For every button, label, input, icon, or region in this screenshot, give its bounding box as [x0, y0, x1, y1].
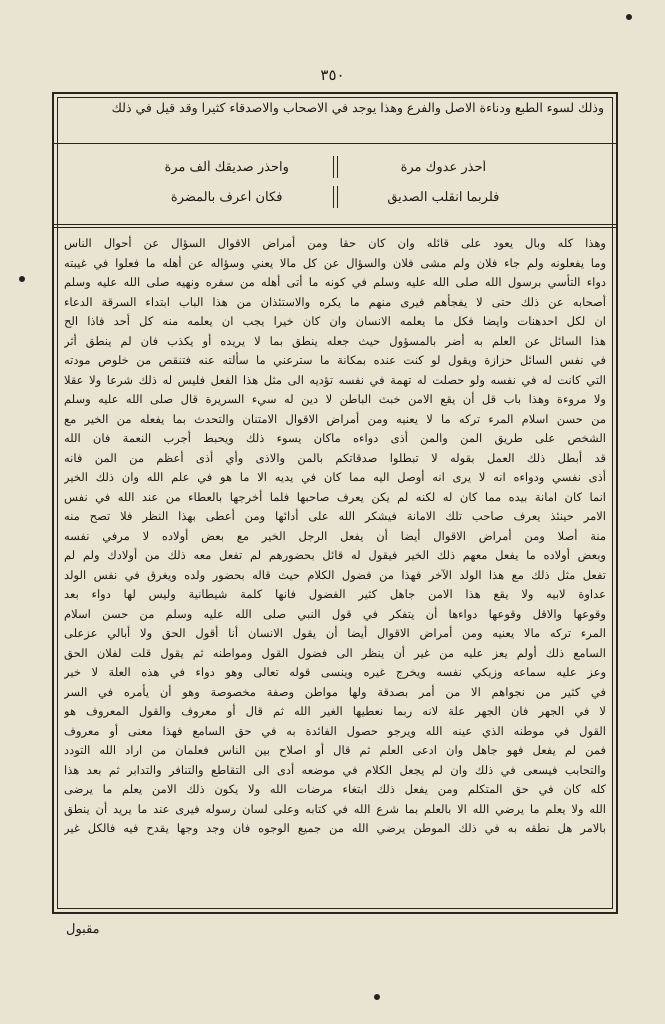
page-number: ٣٥٠ — [320, 66, 345, 84]
opening-text: وذلك لسوء الطبع ودناءة الاصل والفرع وهذا يوجد في الاصحاب والاصدقاء كثيرا وقد قيل في ذلك — [111, 100, 604, 115]
text-line: الامر حينئذ يعرف صاحب تلك الامانة فيشكر الله على أدائها ومن أعطى بهذا النظر فلا تصح منه — [64, 509, 606, 523]
text-line: أصحابه عن ذلك حتى لا يفجأهم فيرى منهم ما يكره والاستئذان من هذا الباب ابتداء السرقة الدعاء — [64, 294, 606, 309]
text-line: من حسن اسلام المرء تركه ما لا يعنيه ومن أمراض الاقوال الامتنان والتحدث بما يفعله من الخير مع — [64, 411, 606, 426]
text-line: ان لكل احدهنات وايضا فكل ما يعلمه الانسان وان كان خيرا يجب ان يعلمه منه كل أحد فاذا الح — [64, 314, 606, 328]
text-line: السامع ذلك أولم يعز عليه من غير أن ينظر الى فضول القول ومواطنه ثم يقول قلت لفلان الحق — [64, 645, 606, 660]
hemistich-divider — [315, 156, 354, 178]
verse-hemistich-right: أحذر عدوك مرة — [400, 159, 487, 175]
text-line: في كثير من نجواهم الا من أمر بصدقة ولها مواطن وصفة مخصوصة وهو أن يأمره في السر — [64, 684, 606, 699]
ink-speck — [626, 14, 632, 20]
ink-speck — [19, 276, 25, 282]
text-line: وقوعها والاقل وقوعها دواءها أن يتفكر في قول النبي صلى الله عليه وسلم من حسن اسلام — [64, 606, 606, 621]
text-line: الشخص على طريق المن والمن أذى دواءه ماكان يسوء ذلك ويحبط أجرب النعمة فان الله — [64, 431, 606, 445]
text-line: انما كان امانة بيده مما كان له لكنه لم يكن يعرف صاحبها فلما أخرجها بالعطاء من عند الله في نفس — [64, 489, 606, 504]
text-line: كله كان في حق المتكلم ومن يفعل ذلك ابتغاء مرضات الله ولا يكون ذلك الامن يعلم ما يرضى — [64, 782, 606, 796]
text-line: القول في موطنه الذي عينه الله ويرجو حصول الفائدة به في حق السامع فهذا معنى أو معروف — [64, 723, 606, 738]
verse-hemistich-left: واحذر صديقك ألف مرة — [164, 159, 289, 175]
text-line: وبعض أولاده ما يفعل معهم ذلك الخير فيقول له قائل بحضورهم لم تفعل معه ذلك من أولادك ولم لم — [64, 548, 606, 562]
ink-speck — [374, 994, 380, 1000]
body-text — [64, 234, 606, 839]
text-frame — [52, 92, 618, 914]
text-line: الله ولا يعلم ما يرضي الله الا بالعلم بما شرع الله في كتابه وعلى لسان رسوله فيرى عند ما يريد أن ينطق — [64, 801, 606, 816]
catchword: مقبول — [66, 922, 100, 937]
text-line: لا في الجهر فان الجهر علة لانه ربما نعطيها الغير الله ثم قال أو معروف والقول المعروف هو — [64, 704, 606, 718]
verse-hemistich-right: فلربما انقلب الصديق — [387, 189, 500, 205]
text-line: التي كانت له في نفسه ولو حصلت له تهمة في نفسه تؤديه الى مثل هذا الفعل فليس له ذلك شرعا ولا عقلا — [64, 372, 606, 387]
divider-line — [54, 227, 616, 228]
text-line: وعز عليه سماعه وزيكي نفسه ويخرج غيره وينسى قوله تعالى وهو دواء في هذه العلة لا خير — [64, 665, 606, 679]
text-line: قد أبطل ذلك العمل بقوله لا تبطلوا صدقاتكم بالمن والاذى وأي أذى أعظم من المن فانه — [64, 450, 606, 465]
text-line: عداوة لابيه ولا يقع هذا الامن جاهل كثير الفضول فانها كلمة شيطانية وليس لها دواء بعد — [64, 587, 606, 601]
verse-hemistich-left: فكان أعرف بالمضرة — [170, 189, 283, 205]
text-line: تفعل مثل ذلك مع هذا الولد الآخر فهذا من فضول الكلام حيث قاله بحضور ولده ويغرق في نفس الولد — [64, 567, 606, 582]
text-line: هذا السائل عن العلم به أضر بالمسؤول حيث جعله ينطق بما لا يريده أو يكذب فان لم ينطق أثر — [64, 333, 606, 348]
verse-line — [138, 152, 532, 182]
text-line: منة أصلا ومن أمراض الاقوال أيضا أن يفعل الرجل الخير مع بعض أولاده لا مرفي نفسه — [64, 528, 606, 543]
text-line: وهذا كله وبال يعود على قائله وان كان حقا ومن أمراض الاقوال السؤال عن أحوال الناس — [64, 236, 606, 250]
verse-line — [138, 182, 532, 212]
divider-line — [54, 143, 616, 144]
hemistich-divider — [315, 186, 354, 208]
text-line: المرء تركه مالا يعنيه ومن أمراض الاقوال أيضا أن يقول الانسان أنا أقول الحق ولا أبالي عزعلى — [64, 626, 606, 640]
text-line: في نفس السائل حزازة ويقول لو كنت عنده بمكانة ما سترعني ما سألته عنه فتنقص من خلوص مودته — [64, 353, 606, 367]
text-line: فمن لم يفعل فهو جاهل وان ادعى العلم ثم قال أو اصلاح بين الناس فعلمان من اراد الله التودد — [64, 743, 606, 757]
text-line: ولا مروءة وهذا باب قل أن يقع الامن خبث الباطن لا دين له سيء السريرة قال صلى الله عليه وسلم — [64, 392, 606, 406]
text-line: وما يفعلونه ولم جاء فلان ولم مشى فلان والسؤال عن كل مالا يعني وسؤاله عن أهله ما فعلوا في غيبته — [64, 255, 606, 270]
verse-block — [138, 152, 532, 216]
text-line: دواء التأسي برسول الله صلى الله عليه وسلم في كونه ما أتى أهله من سفره ونهيه صلى الله عليه وسلم — [64, 275, 606, 289]
text-line: بالامر هل نطقه به في ذلك الموطن يرضي الله من جميع الوجوه فان وجد وجها يقدح فيه فالكل غير — [64, 821, 606, 835]
divider-line — [54, 224, 616, 225]
text-line: والتحابب فيسعى في ذلك وان لم يجعل الكلام في موضعه أدى الى التقاطع والتنافر والتدابر ثم بعد هذا — [64, 762, 606, 777]
text-line: أذى نفسي ودواءه انه لا يرى انه أوصل اليه مما كان في يديه الا ما هو في علم الله وان ذلك الخير — [64, 470, 606, 484]
